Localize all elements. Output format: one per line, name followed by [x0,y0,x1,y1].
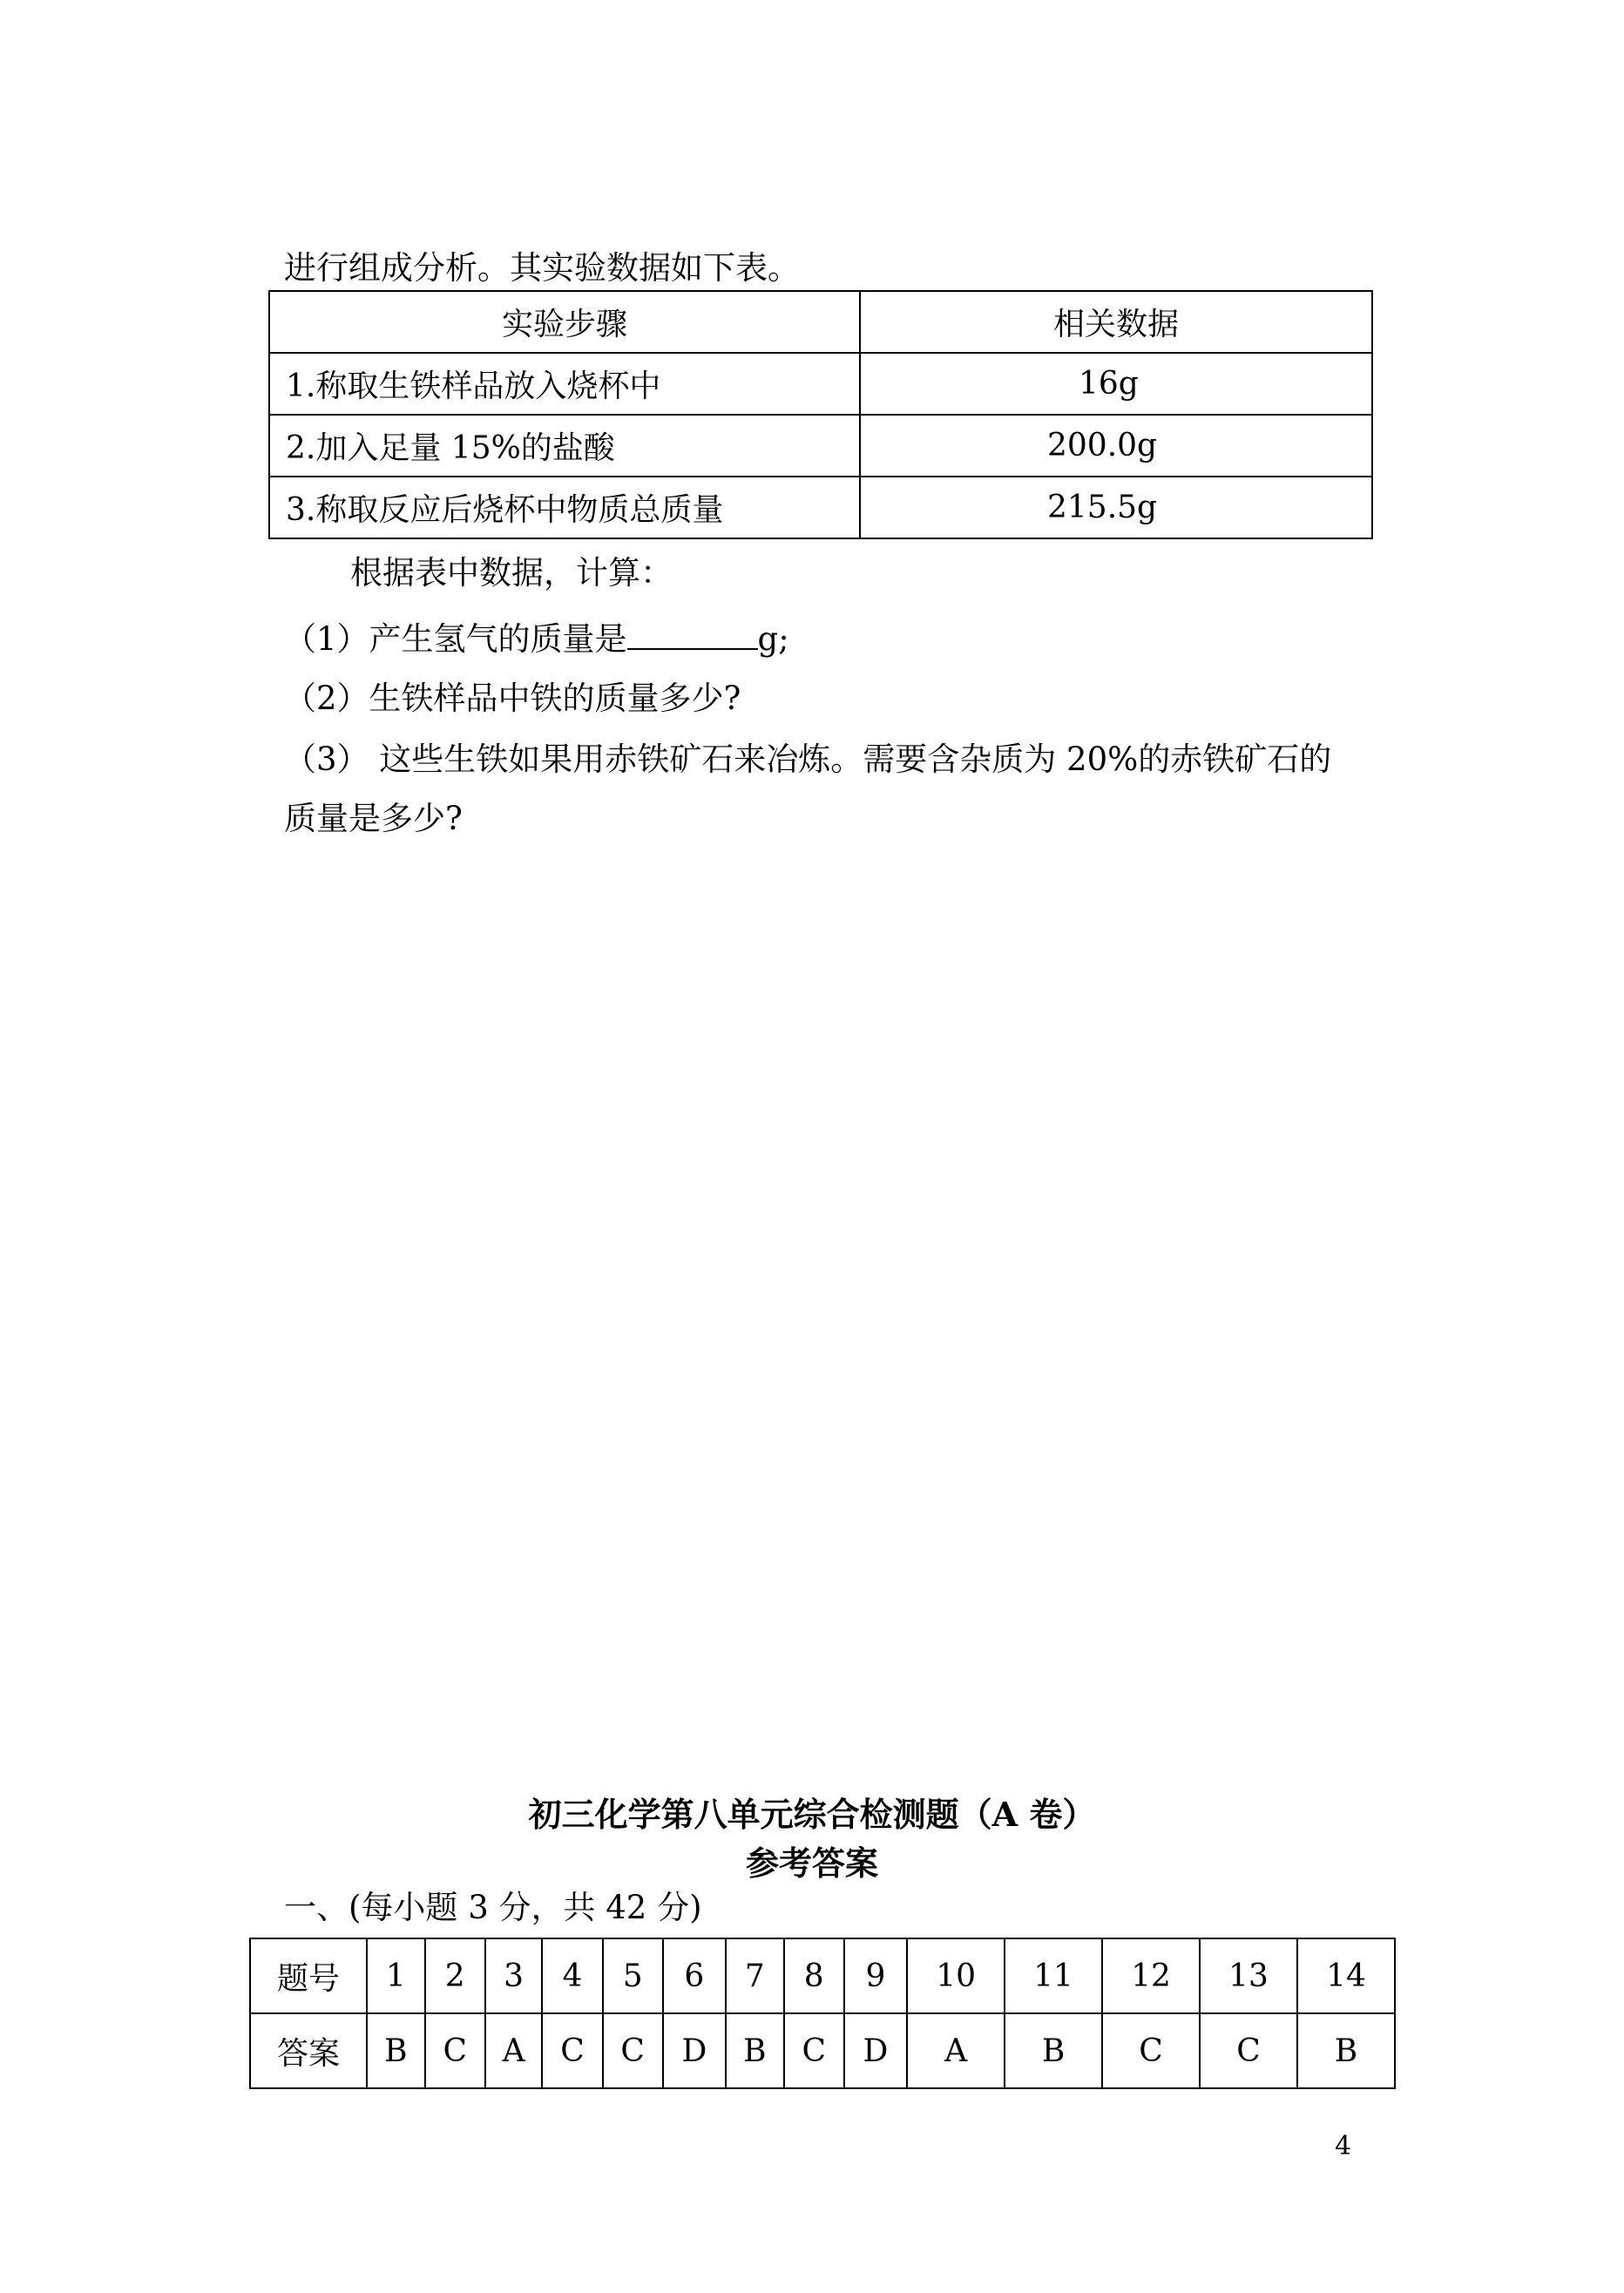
question-number-cell: 3 [485,1938,543,2013]
step-cell: 2.加入足量 15%的盐酸 [269,415,860,477]
answer-key-table [249,1938,1396,2089]
answer-title: 初三化学第八单元综合检测题（A 卷） [528,1795,1096,1834]
question-number-cell: 14 [1297,1938,1395,2013]
row-label: 答案 [250,2013,367,2088]
question-number-cell: 4 [542,1938,602,2013]
table-row [269,477,1372,538]
answer-cell: C [784,2013,844,2088]
value-cell: 16g [860,353,1372,415]
answer-blank [627,617,758,650]
answer-cell: D [663,2013,726,2088]
question-number-cell: 2 [425,1938,485,2013]
header-step: 实验步骤 [269,291,860,353]
question-number-cell: 10 [907,1938,1005,2013]
question-1 [284,617,789,659]
table-row [269,353,1372,415]
header-data: 相关数据 [860,291,1372,353]
step-cell: 1.称取生铁样品放入烧杯中 [269,353,860,415]
answer-cell: A [485,2013,543,2088]
question-number-row [250,1938,1395,2013]
answer-cell: A [907,2013,1005,2088]
calc-intro: 根据表中数据，计算： [350,554,673,592]
answer-cell: D [844,2013,907,2088]
question-2: （2）生铁样品中铁的质量多少? [284,680,741,717]
question-number-cell: 12 [1102,1938,1200,2013]
intro-text: 进行组成分析。其实验数据如下表。 [284,249,800,287]
question-number-cell: 6 [663,1938,726,2013]
table-header-row [269,291,1372,353]
answer-subtitle: 参考答案 [745,1843,878,1883]
question-number-cell: 11 [1005,1938,1102,2013]
question-3-line-1: （3） 这些生铁如果用赤铁矿石来冶炼。需要含杂质为 20%的赤铁矿石的 [284,741,1332,778]
table-row [269,415,1372,477]
question-1-suffix: g; [757,620,789,658]
question-number-cell: 5 [603,1938,663,2013]
question-number-cell: 8 [784,1938,844,2013]
answer-cell: B [1297,2013,1395,2088]
section-label: 一、(每小题 3 分，共 42 分) [284,1889,702,1926]
question-number-cell: 9 [844,1938,907,2013]
answer-cell: B [1005,2013,1102,2088]
row-label: 题号 [250,1938,367,2013]
question-1-prefix: （1）产生氢气的质量是 [284,620,627,658]
answer-cell: C [1200,2013,1297,2088]
step-cell: 3.称取反应后烧杯中物质总质量 [269,477,860,538]
experiment-data-table [268,290,1373,539]
question-3-line-2: 质量是多少? [284,800,463,837]
answer-cell: C [542,2013,602,2088]
answer-cell: C [425,2013,485,2088]
page-number: 4 [1335,2131,1352,2161]
answer-cell: C [603,2013,663,2088]
value-cell: 200.0g [860,415,1372,477]
answer-row [250,2013,1395,2088]
question-number-cell: 13 [1200,1938,1297,2013]
answer-cell: B [726,2013,784,2088]
answer-cell: C [1102,2013,1200,2088]
value-cell: 215.5g [860,477,1372,538]
answer-cell: B [367,2013,425,2088]
question-number-cell: 1 [367,1938,425,2013]
question-number-cell: 7 [726,1938,784,2013]
